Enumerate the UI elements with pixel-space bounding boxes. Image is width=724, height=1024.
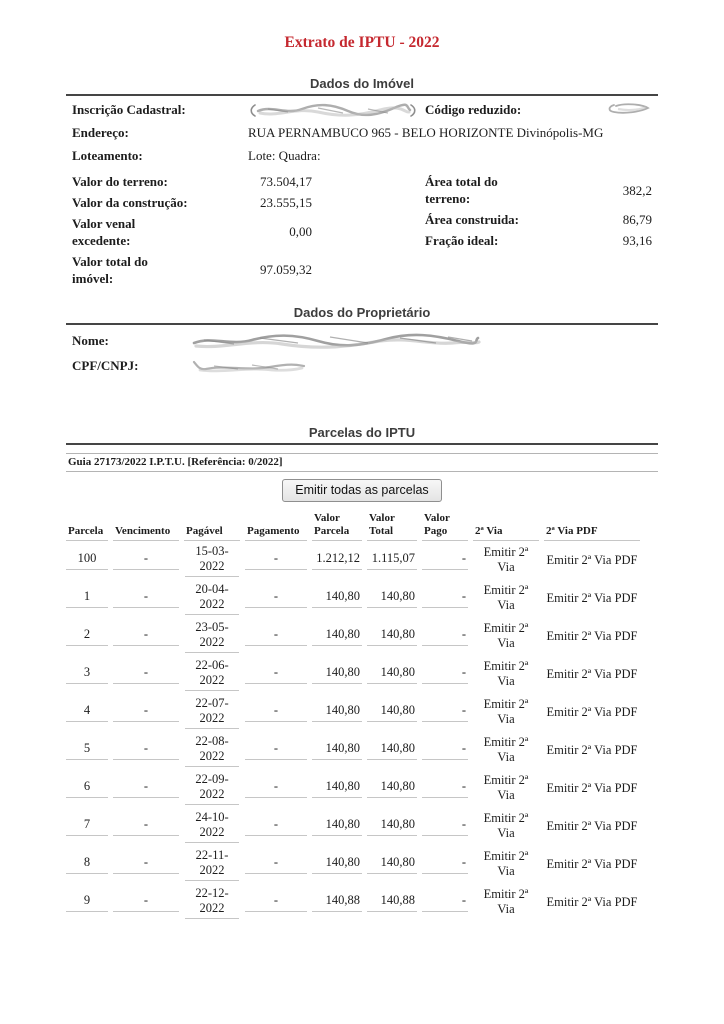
parcela-row xyxy=(66,807,640,845)
cell-parcela: 2 xyxy=(66,617,108,655)
cell-pagamento: - xyxy=(245,617,307,655)
loteamento-label: Loteamento: xyxy=(72,147,143,163)
col-header-2via: 2ª Via xyxy=(473,511,539,541)
cell-vencimento: - xyxy=(113,579,179,617)
cell-vencimento: - xyxy=(113,807,179,845)
imovel-values-block xyxy=(66,174,658,291)
parcela-row xyxy=(66,769,640,807)
cell-valor-pago: - xyxy=(422,731,468,769)
emit-all-parcels-button[interactable]: Emitir todas as parcelas xyxy=(282,479,441,502)
cell-parcela: 7 xyxy=(66,807,108,845)
section-dados-imovel xyxy=(66,76,658,291)
cell-pagavel: 22-07-2022 xyxy=(184,693,240,731)
cell-valor-total: 140,80 xyxy=(367,655,417,693)
emit-2via-pdf-link[interactable]: Emitir 2ª Via PDF xyxy=(546,552,638,567)
codigo-reduzido-label: Código reduzido: xyxy=(425,102,522,117)
cpf-label: CPF/CNPJ: xyxy=(72,358,139,374)
cell-parcela: 3 xyxy=(66,655,108,693)
emit-2via-pdf-link[interactable]: Emitir 2ª Via PDF xyxy=(546,818,638,833)
cell-valor-pago: - xyxy=(422,807,468,845)
page-title: Extrato de IPTU - 2022 xyxy=(284,34,440,51)
valor-venal-value: 0,00 xyxy=(289,224,312,240)
section-heading-proprietario: Dados do Proprietário xyxy=(66,305,658,325)
cell-valor-pago: - xyxy=(422,617,468,655)
cell-parcela: 5 xyxy=(66,731,108,769)
parcelas-table-head xyxy=(66,511,640,541)
col-header-parcela: Parcela xyxy=(66,511,108,541)
col-header-pagamento: Pagamento xyxy=(245,511,307,541)
cell-vencimento: - xyxy=(113,769,179,807)
cell-valor-total: 140,88 xyxy=(367,883,417,921)
cell-vencimento: - xyxy=(113,883,179,921)
valor-total-label: Valor total do imóvel: xyxy=(72,253,148,286)
parcela-row xyxy=(66,617,640,655)
cell-valor-parcela: 140,80 xyxy=(312,655,362,693)
emit-2via-pdf-link[interactable]: Emitir 2ª Via PDF xyxy=(546,856,638,871)
parcela-row xyxy=(66,655,640,693)
emit-2via-link[interactable]: Emitir 2ª Via xyxy=(483,811,529,841)
parcelas-table-body xyxy=(66,541,640,921)
cell-pagavel: 22-12-2022 xyxy=(184,883,240,921)
emit-2via-pdf-link[interactable]: Emitir 2ª Via PDF xyxy=(546,628,638,643)
cell-pagamento: - xyxy=(245,883,307,921)
fracao-ideal-value: 93,16 xyxy=(622,232,652,248)
cell-valor-parcela: 140,80 xyxy=(312,769,362,807)
cell-pagavel: 20-04-2022 xyxy=(184,579,240,617)
cell-vencimento: - xyxy=(113,617,179,655)
area-construida-value: 86,79 xyxy=(622,211,652,227)
emit-2via-link[interactable]: Emitir 2ª Via xyxy=(483,887,529,917)
row-nome xyxy=(66,331,658,351)
cell-valor-parcela: 140,80 xyxy=(312,579,362,617)
cell-pagavel: 22-08-2022 xyxy=(184,731,240,769)
nome-label: Nome: xyxy=(72,333,109,349)
emit-2via-pdf-link[interactable]: Emitir 2ª Via PDF xyxy=(546,704,638,719)
emit-2via-link[interactable]: Emitir 2ª Via xyxy=(483,545,529,575)
section-dados-proprietario xyxy=(66,305,658,375)
cell-valor-parcela: 140,80 xyxy=(312,845,362,883)
emit-2via-link[interactable]: Emitir 2ª Via xyxy=(483,659,529,689)
row-loteamento xyxy=(66,147,658,165)
row-valor-construcao xyxy=(72,195,312,212)
cell-pagamento: - xyxy=(245,541,307,579)
valor-construcao-label: Valor da construção: xyxy=(72,194,188,210)
cell-pagamento: - xyxy=(245,807,307,845)
area-total-value: 382,2 xyxy=(622,182,652,198)
emit-2via-link[interactable]: Emitir 2ª Via xyxy=(483,621,529,651)
cell-valor-total: 140,80 xyxy=(367,731,417,769)
col-header-valor-parcela: Valor Parcela xyxy=(312,511,362,541)
cell-valor-pago: - xyxy=(422,693,468,731)
cell-pagavel: 23-05-2022 xyxy=(184,617,240,655)
emit-2via-pdf-link[interactable]: Emitir 2ª Via PDF xyxy=(546,666,638,681)
cell-valor-parcela: 140,88 xyxy=(312,883,362,921)
row-fracao-ideal xyxy=(425,233,652,250)
cell-valor-parcela: 140,80 xyxy=(312,807,362,845)
imovel-values-left xyxy=(72,174,312,291)
cell-pagamento: - xyxy=(245,769,307,807)
endereco-label: Endereço: xyxy=(72,125,129,140)
cell-pagamento: - xyxy=(245,693,307,731)
cell-vencimento: - xyxy=(113,541,179,579)
emit-2via-link[interactable]: Emitir 2ª Via xyxy=(483,773,529,803)
cell-pagamento: - xyxy=(245,731,307,769)
cell-valor-total: 140,80 xyxy=(367,807,417,845)
cell-valor-parcela: 140,80 xyxy=(312,617,362,655)
cell-parcela: 6 xyxy=(66,769,108,807)
endereco-value: RUA PERNAMBUCO 965 - BELO HORIZONTE Divinópolis-MG xyxy=(248,125,604,140)
row-valor-terreno xyxy=(72,174,312,191)
cell-pagavel: 22-06-2022 xyxy=(184,655,240,693)
valor-total-value: 97.059,32 xyxy=(260,262,312,278)
section-heading-imovel: Dados do Imóvel xyxy=(66,76,658,96)
cell-vencimento: - xyxy=(113,731,179,769)
cell-pagamento: - xyxy=(245,579,307,617)
parcela-row xyxy=(66,845,640,883)
cell-valor-parcela: 1.212,12 xyxy=(312,541,362,579)
cell-valor-total: 140,80 xyxy=(367,693,417,731)
cell-valor-pago: - xyxy=(422,883,468,921)
redacted-codigo-scribble xyxy=(606,101,652,115)
cell-parcela: 9 xyxy=(66,883,108,921)
emit-2via-link[interactable]: Emitir 2ª Via xyxy=(483,735,529,765)
redacted-inscricao-scribble xyxy=(248,101,425,119)
cell-pagavel: 24-10-2022 xyxy=(184,807,240,845)
emit-2via-pdf-link[interactable]: Emitir 2ª Via PDF xyxy=(546,894,638,909)
cell-vencimento: - xyxy=(113,693,179,731)
valor-terreno-value: 73.504,17 xyxy=(260,174,312,190)
cell-valor-pago: - xyxy=(422,845,468,883)
cell-pagamento: - xyxy=(245,655,307,693)
row-valor-venal xyxy=(72,216,312,250)
cell-valor-parcela: 140,80 xyxy=(312,693,362,731)
cell-valor-pago: - xyxy=(422,579,468,617)
cell-pagavel: 15-03-2022 xyxy=(184,541,240,579)
cell-valor-total: 140,80 xyxy=(367,617,417,655)
valor-construcao-value: 23.555,15 xyxy=(260,194,312,210)
redacted-cpf-scribble xyxy=(190,357,308,375)
emit-2via-link[interactable]: Emitir 2ª Via xyxy=(483,849,529,879)
cell-pagavel: 22-11-2022 xyxy=(184,845,240,883)
fracao-ideal-label: Fração ideal: xyxy=(425,232,499,248)
imovel-values-right xyxy=(425,174,652,254)
cell-valor-total: 140,80 xyxy=(367,579,417,617)
parcela-row xyxy=(66,541,640,579)
cell-vencimento: - xyxy=(113,845,179,883)
cell-valor-total: 140,80 xyxy=(367,769,417,807)
row-valor-total xyxy=(72,254,312,288)
row-area-construida xyxy=(425,212,652,229)
cell-valor-parcela: 140,80 xyxy=(312,731,362,769)
cell-pagavel: 22-09-2022 xyxy=(184,769,240,807)
cell-parcela: 1 xyxy=(66,579,108,617)
valor-venal-label: Valor venal excedente: xyxy=(72,215,136,248)
area-construida-label: Área construida: xyxy=(425,211,520,227)
emit-2via-link[interactable]: Emitir 2ª Via xyxy=(483,583,529,613)
area-total-label: Área total do terreno: xyxy=(425,174,498,206)
parcela-row xyxy=(66,579,640,617)
valor-terreno-label: Valor do terreno: xyxy=(72,174,168,190)
row-area-total xyxy=(425,174,652,208)
redacted-nome-scribble xyxy=(190,331,482,351)
cell-vencimento: - xyxy=(113,655,179,693)
emit-2via-link[interactable]: Emitir 2ª Via xyxy=(483,697,529,727)
col-header-valor-pago: Valor Pago xyxy=(422,511,468,541)
inscricao-label: Inscrição Cadastral: xyxy=(72,102,186,117)
cell-valor-pago: - xyxy=(422,655,468,693)
emit-2via-pdf-link[interactable]: Emitir 2ª Via PDF xyxy=(546,780,638,795)
cell-valor-total: 1.115,07 xyxy=(367,541,417,579)
parcelas-table xyxy=(61,511,645,921)
emit-2via-pdf-link[interactable]: Emitir 2ª Via PDF xyxy=(546,590,638,605)
cell-parcela: 8 xyxy=(66,845,108,883)
section-parcelas xyxy=(66,425,658,921)
guia-reference-bar: Guia 27173/2022 I.P.T.U. [Referência: 0/2022] xyxy=(66,453,658,472)
col-header-pagavel: Pagável xyxy=(184,511,240,541)
cell-valor-total: 140,80 xyxy=(367,845,417,883)
parcela-row xyxy=(66,731,640,769)
parcela-row xyxy=(66,883,640,921)
cell-pagamento: - xyxy=(245,845,307,883)
cell-valor-pago: - xyxy=(422,541,468,579)
col-header-2via-pdf: 2ª Via PDF xyxy=(544,511,640,541)
section-heading-parcelas: Parcelas do IPTU xyxy=(66,425,658,445)
row-inscricao xyxy=(66,101,658,119)
col-header-vencimento: Vencimento xyxy=(113,511,179,541)
emit-all-row xyxy=(66,479,658,502)
row-endereco xyxy=(66,124,658,142)
cell-valor-pago: - xyxy=(422,769,468,807)
cell-parcela: 100 xyxy=(66,541,108,579)
cell-parcela: 4 xyxy=(66,693,108,731)
emit-2via-pdf-link[interactable]: Emitir 2ª Via PDF xyxy=(546,742,638,757)
parcela-row xyxy=(66,693,640,731)
col-header-valor-total: Valor Total xyxy=(367,511,417,541)
loteamento-value: Lote: Quadra: xyxy=(248,147,321,163)
row-cpf xyxy=(66,357,658,375)
